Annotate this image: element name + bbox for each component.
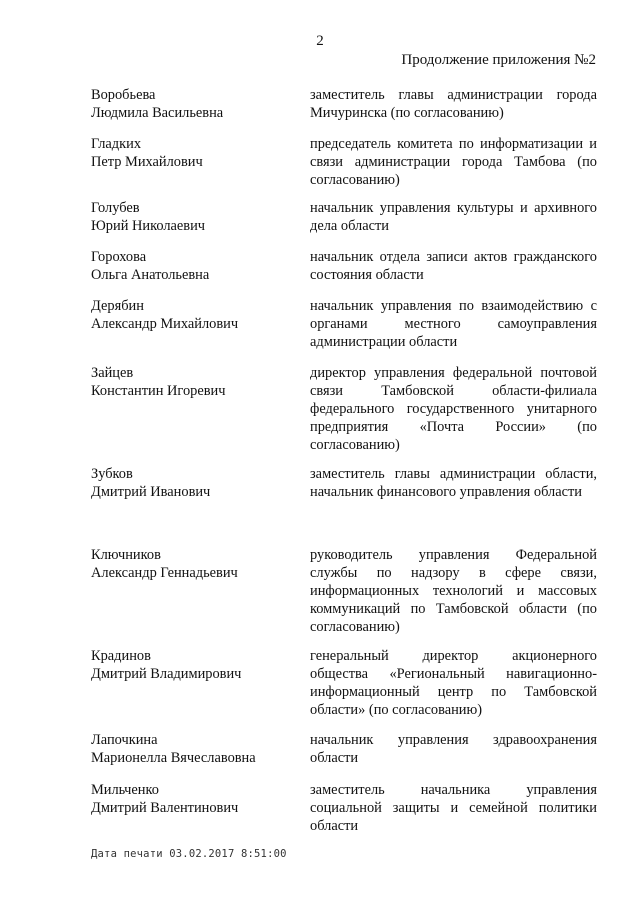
member-surname: Крадинов: [91, 648, 151, 664]
member-given-names: Ольга Анатольевна: [91, 267, 210, 283]
member-name: [91, 647, 291, 683]
member-position: председатель комитета по информатизации и связи администрации города Тамбова (по согласованию): [310, 136, 597, 188]
member-given-names: Петр Михайлович: [91, 154, 203, 170]
member-given-names: Юрий Николаевич: [91, 218, 206, 234]
member-position: руководитель управления Федеральной службы по надзору в сфере связи, информационных технологий и массовых коммуникаций по Тамбовской области (по согласованию): [310, 547, 597, 635]
member-position: начальник отдела записи актов гражданского состояния области: [310, 249, 597, 283]
member-name: [91, 297, 291, 333]
member-name: [91, 199, 291, 235]
member-surname: Зайцев: [91, 365, 134, 381]
member-given-names: Марионелла Вячеславовна: [91, 750, 256, 766]
member-given-names: Александр Михайлович: [91, 316, 239, 332]
member-given-names: Александр Геннадьевич: [91, 565, 238, 581]
member-position: начальник управления здравоохранения области: [310, 732, 597, 766]
member-position: начальник управления культуры и архивного дела области: [310, 200, 597, 234]
member-surname: Гладких: [91, 136, 142, 152]
member-position: генеральный директор акционерного общества «Региональный навигационно-информационный центр по Тамбовской области» (по согласованию): [310, 648, 597, 718]
member-surname: Воробьева: [91, 87, 156, 103]
member-position: заместитель главы администрации области, начальник финансового управления области: [310, 466, 597, 500]
member-surname: Голубев: [91, 200, 140, 216]
member-surname: Лапочкина: [91, 732, 158, 748]
member-surname: Зубков: [91, 466, 133, 482]
member-given-names: Дмитрий Валентинович: [91, 800, 239, 816]
member-name: [91, 86, 291, 122]
member-name: [91, 546, 291, 582]
member-given-names: Дмитрий Владимирович: [91, 666, 242, 682]
print-date-footer: Дата печати 03.02.2017 8:51:00: [91, 848, 287, 860]
member-name: [91, 731, 291, 767]
page-number: 2: [316, 33, 324, 49]
member-surname: Мильченко: [91, 782, 159, 798]
member-surname: Дерябин: [91, 298, 144, 314]
member-given-names: Дмитрий Иванович: [91, 484, 211, 500]
member-position: заместитель начальника управления социальной защиты и семейной политики области: [310, 782, 597, 834]
member-name: [91, 248, 291, 284]
member-position: директор управления федеральной почтовой связи Тамбовской области-филиала федерального государственного унитарного предприятия «Почта России» (по согласованию): [310, 365, 597, 453]
member-position: начальник управления по взаимодействию с органами местного самоуправления администрации области: [310, 298, 597, 350]
appendix-continuation-label: Продолжение приложения №2: [401, 52, 596, 68]
member-name: [91, 465, 291, 501]
member-surname: Горохова: [91, 249, 147, 265]
member-name: [91, 135, 291, 171]
member-given-names: Людмила Васильевна: [91, 105, 224, 121]
member-given-names: Константин Игоревич: [91, 383, 226, 399]
member-surname: Ключников: [91, 547, 161, 563]
member-name: [91, 781, 291, 817]
member-position: заместитель главы администрации города Мичуринска (по согласованию): [310, 87, 597, 121]
member-name: [91, 364, 291, 400]
